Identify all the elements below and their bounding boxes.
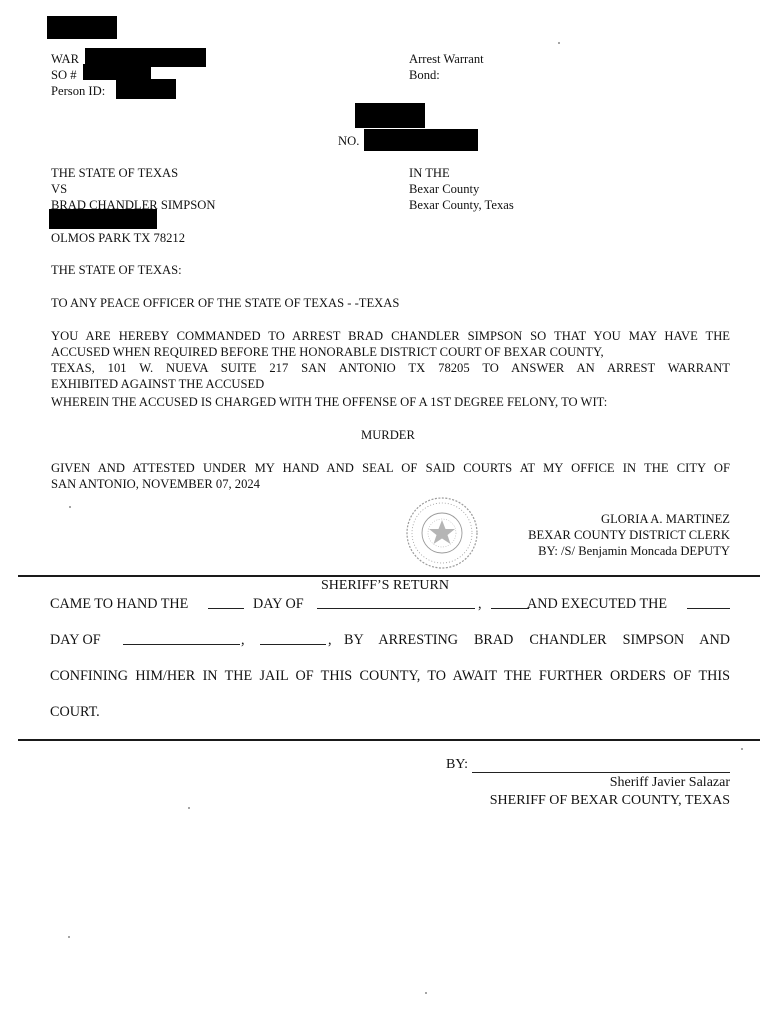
comma-1: ,	[478, 596, 482, 612]
executed-month-blank	[123, 632, 240, 645]
redaction-case-number	[364, 129, 478, 151]
clerk-title: BEXAR COUNTY DISTRICT CLERK	[528, 528, 730, 542]
executed-year-blank	[260, 632, 326, 645]
return-line-1	[50, 594, 730, 614]
day-blank	[208, 596, 244, 609]
scan-speck	[69, 506, 71, 508]
redaction-person-id	[116, 79, 176, 99]
executed-text: AND EXECUTED THE	[527, 596, 668, 612]
war-label: WAR	[51, 52, 79, 66]
month-blank	[317, 596, 475, 609]
court-county-state: Bexar County, Texas	[409, 198, 514, 212]
person-id-label: Person ID:	[51, 84, 106, 98]
court-county: Bexar County	[409, 182, 480, 196]
scan-speck	[558, 42, 560, 44]
redaction-so-number	[83, 64, 151, 80]
sheriff-title: SHERIFF OF BEXAR COUNTY, TEXAS	[489, 793, 730, 808]
command-line-3: TEXAS, 101 W. NUEVA SUITE 217 SAN ANTONIO TX 78205 TO ANSWER AN ARREST WARRANT	[51, 361, 730, 375]
scan-speck	[68, 936, 70, 938]
confining-line: CONFINING HIM/HER IN THE JAIL OF THIS COUNTY, TO AWAIT THE FURTHER ORDERS OF THIS	[50, 668, 730, 684]
versus: VS	[51, 182, 68, 196]
command-line-1: YOU ARE HEREBY COMMANDED TO ARREST BRAD CHANDLER SIMPSON SO THAT YOU MAY HAVE THE	[51, 329, 730, 343]
court-in-the: IN THE	[409, 166, 450, 180]
defendant-name: BRAD CHANDLER SIMPSON	[51, 198, 216, 212]
defendant-address: OLMOS PARK TX 78212	[51, 231, 186, 245]
came-to-hand-text: CAME TO HAND THE	[50, 596, 189, 612]
attest-line-1: GIVEN AND ATTESTED UNDER MY HAND AND SEAL OF SAID COURTS AT MY OFFICE IN THE CITY OF	[51, 461, 730, 475]
sheriffs-return-heading: SHERIFF’S RETURN	[321, 578, 449, 593]
by-arresting-text: BY ARRESTING BRAD CHANDLER SIMPSON AND	[344, 632, 730, 648]
scan-speck	[425, 992, 427, 994]
day-of-2-text: DAY OF	[50, 632, 101, 648]
redaction-case-number-top	[355, 103, 425, 128]
clerk-name: GLORIA A. MARTINEZ	[600, 512, 730, 526]
clerk-deputy: BY: /S/ Benjamin Moncada DEPUTY	[538, 544, 730, 558]
charge-line: WHEREIN THE ACCUSED IS CHARGED WITH THE OFFENSE OF A 1ST DEGREE FELONY, TO WIT:	[51, 395, 608, 409]
attest-line-2: SAN ANTONIO, NOVEMBER 07, 2024	[51, 477, 260, 491]
state-party: THE STATE OF TEXAS	[51, 166, 179, 180]
warrant-type: Arrest Warrant	[409, 52, 484, 66]
year-blank	[491, 596, 529, 609]
return-line-2	[50, 630, 730, 650]
scan-speck	[188, 807, 190, 809]
sheriff-name: Sheriff Javier Salazar	[609, 775, 730, 790]
command-line-4: EXHIBITED AGAINST THE ACCUSED	[51, 377, 265, 391]
section-divider-bottom	[18, 739, 760, 741]
command-line-2: ACCUSED WHEN REQUIRED BEFORE THE HONORABLE DISTRICT COURT OF BEXAR COUNTY,	[51, 345, 604, 359]
comma-3: ,	[328, 632, 332, 648]
bond-label: Bond:	[409, 68, 440, 82]
redaction-top-left	[47, 16, 117, 39]
case-number-label: NO.	[338, 134, 360, 148]
so-number-label: SO #	[51, 68, 77, 82]
section-divider-top	[18, 575, 760, 577]
court-line: COURT.	[50, 704, 100, 720]
to-peace-officer: TO ANY PEACE OFFICER OF THE STATE OF TEXAS - -TEXAS	[51, 296, 400, 310]
county-seal-icon	[405, 496, 479, 570]
signature-line	[472, 772, 730, 773]
signature-by-label: BY:	[446, 757, 469, 772]
scan-speck	[741, 748, 743, 750]
offense: MURDER	[361, 428, 415, 442]
state-heading: THE STATE OF TEXAS:	[51, 263, 182, 277]
comma-2: ,	[241, 632, 245, 648]
day-of-text: DAY OF	[253, 596, 304, 612]
executed-day-blank	[687, 596, 730, 609]
